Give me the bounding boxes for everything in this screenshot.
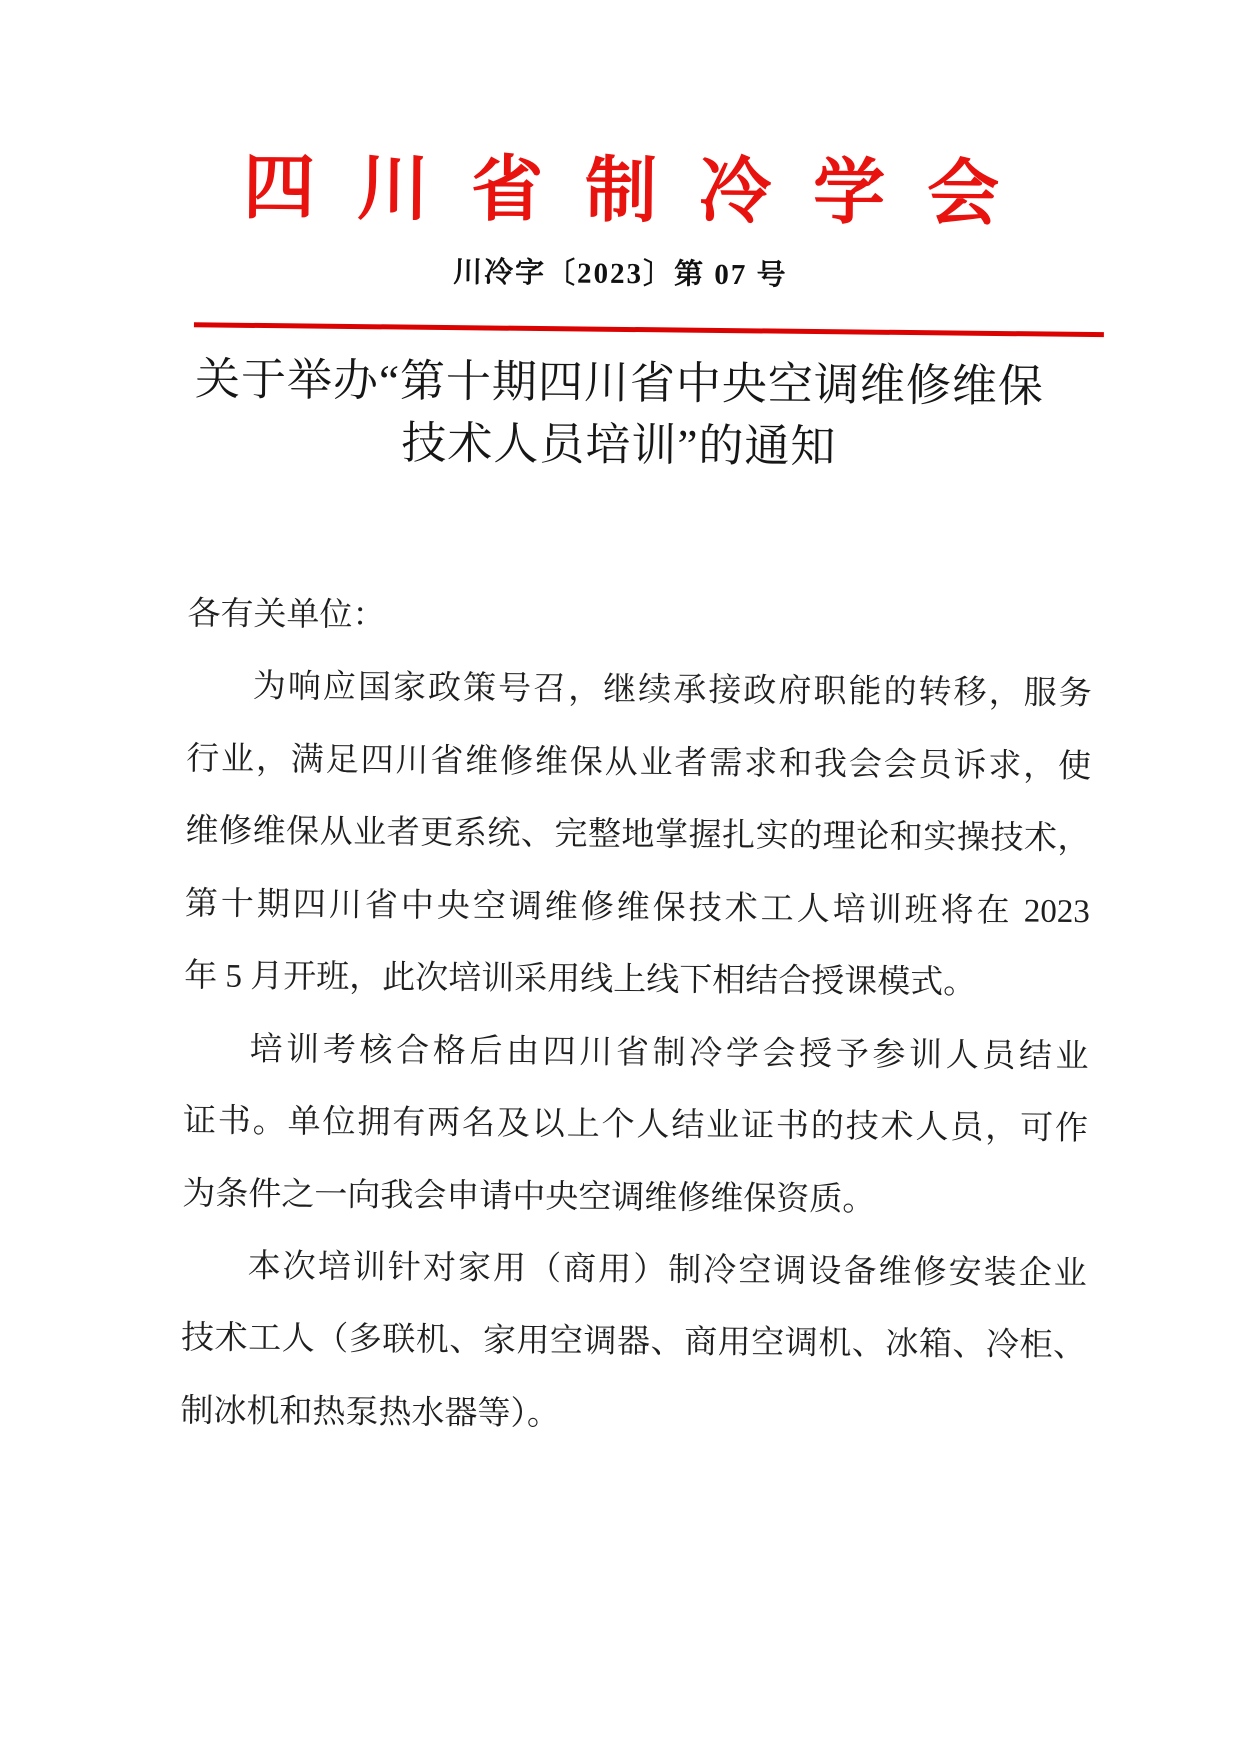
body-line: 证书。单位拥有两名及以上个人结业证书的技术人员，可作 [182, 1103, 1089, 1148]
body-line: 年 5 月开班，此次培训采用线上线下相结合授课模式。 [184, 958, 977, 1002]
body-line: 为响应国家政策号召，继续承接政府职能的转移，服务 [252, 669, 1092, 713]
body-line: 维修维保从业者更系统、完整地掌握扎实的理论和实操技术， [185, 813, 1091, 858]
salutation-line: 各有关单位： [187, 596, 386, 634]
notice-title [0, 347, 1240, 482]
red-divider-line [194, 322, 1104, 337]
document-body [180, 578, 1093, 1455]
body-line: 技术工人（多联机、家用空调器、商用空调机、冰箱、冷柜、 [180, 1320, 1087, 1365]
body-line: 第十期四川省中央空调维修维保技术工人培训班将在 2023 [184, 885, 1091, 930]
body-line: 制冰机和热泵热水器等）。 [180, 1393, 561, 1433]
notice-title-line-1: 关于举办“第十期四川省中央空调维修维保 [194, 354, 1045, 412]
org-title: 四川省制冷学会 [242, 147, 1042, 235]
body-line: 培训考核合格后由四川省制冷学会授予参训人员结业 [249, 1031, 1089, 1075]
body-line: 行业，满足四川省维修维保从业者需求和我会会员诉求，使 [185, 741, 1092, 786]
doc-number: 川冷字〔2023〕第 07 号 [453, 256, 788, 292]
body-line: 本次培训针对家用（商用）制冷空调设备维修安装企业 [247, 1248, 1087, 1293]
notice-title-line-2: 技术人员培训”的通知 [401, 418, 837, 472]
body-line: 为条件之一向我会申请中央空调维修维保资质。 [182, 1175, 876, 1218]
